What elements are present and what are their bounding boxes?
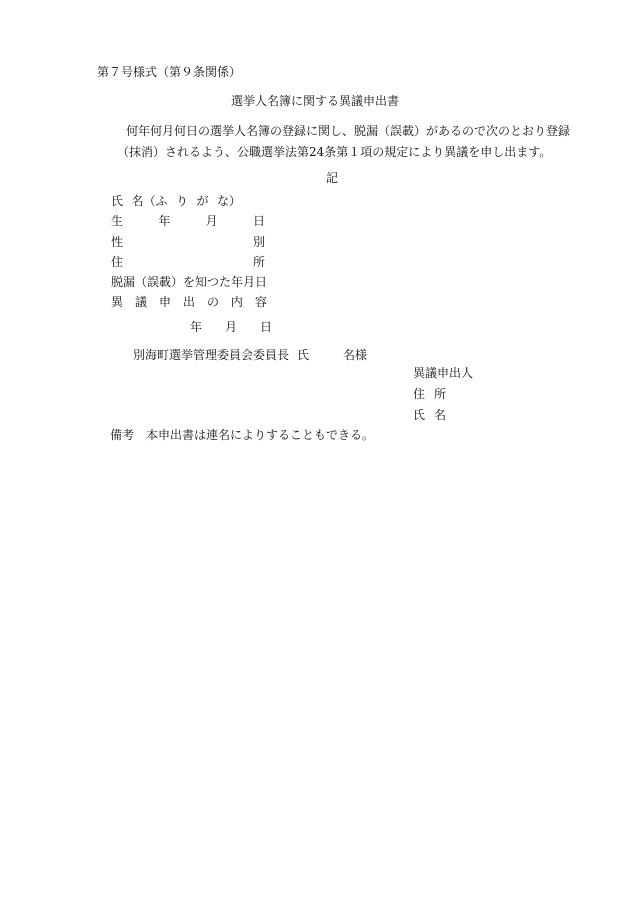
date-char: 日: [259, 320, 272, 334]
field-char: 性: [111, 235, 124, 249]
remarks: [110, 427, 374, 443]
field-char: 異: [111, 295, 124, 309]
field-char: が: [196, 194, 209, 208]
ki-heading: 記: [325, 171, 338, 185]
addressee-name: 氏: [297, 348, 310, 362]
applicant-char: 氏: [413, 408, 426, 422]
field-char: 月: [205, 214, 218, 228]
field-char: 容: [254, 295, 267, 309]
field-char: な）: [216, 194, 241, 208]
field-char: 申: [158, 295, 171, 309]
field-char: 名（ふ: [131, 194, 168, 208]
field-char: り: [175, 194, 188, 208]
field-char: 内: [230, 295, 243, 309]
field-objection-content: [111, 294, 267, 310]
field-gender: [111, 234, 265, 250]
addressee: [133, 347, 367, 363]
applicant-name: [413, 407, 446, 423]
applicant-address: [413, 386, 446, 402]
applicant-char: 所: [433, 387, 446, 401]
applicant-char: 名: [433, 408, 446, 422]
field-char: 出: [182, 295, 195, 309]
field-char: 議: [134, 295, 147, 309]
field-char: 年: [158, 214, 171, 228]
field-char: 所: [252, 255, 265, 269]
body-line-1: 何年何月何日の選挙人名簿の登録に関し、脱漏（誤載）があるので次のとおり登録: [126, 124, 571, 138]
field-char: 別: [252, 235, 265, 249]
remarks-text: 本申出書は連名によりすることもできる。: [146, 428, 375, 442]
field-address: [111, 254, 265, 270]
date-line: [190, 319, 272, 335]
field-char: 日: [252, 214, 265, 228]
date-char: 年: [190, 320, 203, 334]
addressee-title: 別海町選挙管理委員会委員長: [133, 348, 290, 362]
date-char: 月: [224, 320, 237, 334]
field-birthdate: [111, 213, 265, 229]
field-char: 氏: [111, 194, 124, 208]
field-char: の: [206, 295, 219, 309]
applicant-label: 異議申出人: [413, 366, 474, 380]
applicant-char: 住: [413, 387, 426, 401]
field-char: 生: [111, 214, 124, 228]
body-line-2: （抹消）されるよう、公職選挙法第24条第１項の規定により異議を申し出ます。: [117, 145, 552, 159]
field-char: 住: [111, 255, 124, 269]
remarks-label: 備考: [110, 428, 135, 442]
field-omission-date: 脱漏（誤載）を知つた年月日: [111, 275, 268, 289]
document-title: 選挙人名簿に関する異議申出書: [230, 94, 399, 108]
field-name-furigana: [111, 193, 241, 209]
form-number: 第７号様式（第９条関係）: [97, 65, 242, 79]
addressee-suffix: 名様: [343, 348, 368, 362]
